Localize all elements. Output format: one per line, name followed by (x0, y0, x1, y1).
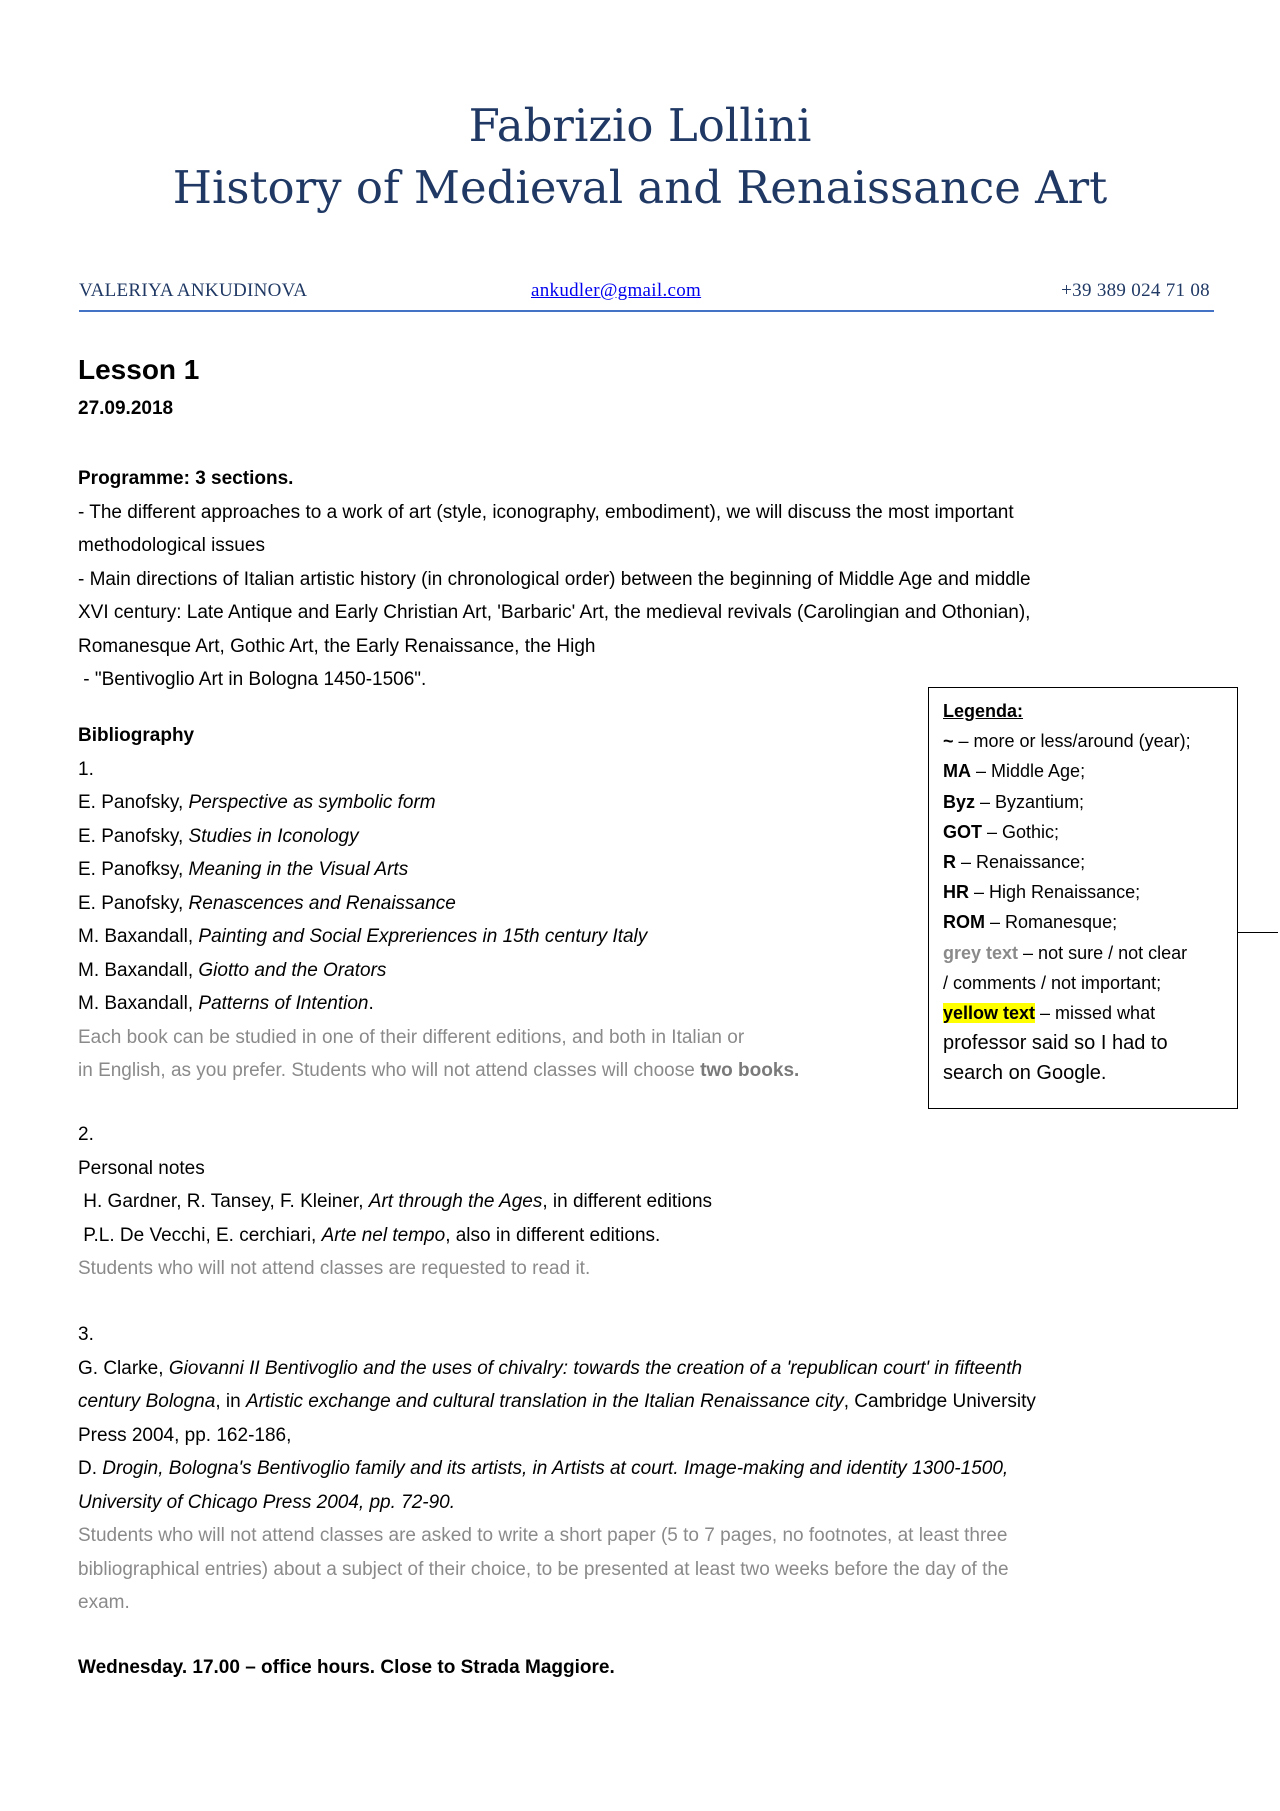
section-note: Each book can be studied in one of their different editions, and both in Italian or (78, 1026, 745, 1048)
bib-work: Art through the Ages (368, 1191, 543, 1212)
bib-author: P.L. De Vecchi, E. cerchiari, (78, 1224, 322, 1246)
programme-line: - The different approaches to a work of art (style, iconography, embodiment), we will discuss the most important (78, 501, 1014, 523)
legend-desc: – Renaissance; (956, 852, 1086, 873)
bib-book: Artistic exchange and cultural translation in the Italian Renaissance city (245, 1391, 844, 1412)
bib-author: E. Panofksy, (78, 859, 189, 880)
programme-line: - Main directions of Italian artistic history (in chronological order) between the beginning of Middle Age and middle (78, 568, 1031, 590)
legend-key: ~ (943, 731, 954, 752)
bibliography-section-2 (78, 1118, 1198, 1286)
bibliography-heading: Bibliography (78, 725, 195, 746)
legend-desc: – not sure / not clear (1018, 942, 1188, 963)
legend-item-yellow (943, 998, 1223, 1028)
lesson-title: Lesson 1 (78, 354, 200, 385)
legend-key: ROM (943, 912, 985, 933)
programme-line: - "Bentivoglio Art in Bologna 1450-1506". (78, 669, 427, 690)
legend-desc: – Gothic; (982, 821, 1060, 842)
bib-author: M. Baxandall, (78, 959, 199, 981)
author-name: VALERIYA ANKUDINOVA (79, 280, 308, 301)
legend-item (943, 877, 1223, 907)
programme-section (78, 462, 1198, 697)
legend-item (943, 847, 1223, 877)
legend-key: R (943, 852, 956, 873)
bib-entry-drogin: University of Chicago Press 2004, pp. 72-90. (78, 1491, 456, 1513)
bib-work: Giotto and the Orators (198, 959, 387, 981)
bib-author: G. Clarke, (78, 1357, 169, 1379)
bib-entry-clarke: Press 2004, pp. 162-186, (78, 1424, 292, 1446)
legend-desc: – missed what (1035, 1003, 1156, 1024)
legend-title: Legenda: (943, 701, 1024, 721)
section-note: bibliographical entries) about a subject of their choice, to be presented at least two weeks before the day of the (78, 1558, 1009, 1580)
bib-tail: , also in different editions. (445, 1224, 661, 1246)
legend-item-grey (943, 938, 1223, 968)
bib-author: M. Baxandall, (78, 926, 199, 947)
legend-key: Byz (943, 791, 976, 812)
legend-key: MA (943, 761, 971, 782)
legend-desc: – Romanesque; (985, 912, 1118, 933)
lesson-date: 27.09.2018 (78, 398, 174, 419)
document-title-course: History of Medieval and Renaissance Art (172, 161, 1108, 214)
legend-item (943, 907, 1223, 937)
programme-line: methodological issues (78, 535, 265, 556)
bib-work: Patterns of Intention (198, 993, 369, 1014)
bib-work: Studies in Iconology (188, 825, 359, 847)
bib-work: Meaning in the Visual Arts (188, 859, 409, 880)
bib-work: Arte nel tempo (321, 1224, 446, 1246)
note-emphasis: two books. (700, 1060, 800, 1081)
bib-author: M. Baxandall, (78, 993, 199, 1014)
document-title-name: Fabrizio Lollini (468, 99, 812, 152)
bib-author: E. Panofsky, (78, 892, 189, 914)
programme-heading: Programme: 3 sections. (78, 468, 294, 489)
bib-entry (78, 1185, 1198, 1219)
legend-key: grey text (943, 942, 1019, 963)
bibliography-section-3 (78, 1318, 1198, 1620)
bib-tail: . (368, 993, 374, 1014)
bib-entry-clarke (78, 1352, 1198, 1386)
legend-key: GOT (943, 821, 982, 842)
bib-work: century Bologna (78, 1391, 216, 1412)
bib-work: Drogin, Bologna's Bentivoglio family and its artists, in Artists at court. Image-making and identity 1300 (102, 1458, 955, 1479)
bib-author: D. (78, 1458, 103, 1479)
bib-author: H. Gardner, R. Tansey, F. Kleiner, (78, 1191, 369, 1212)
section-number: 1. (78, 758, 94, 780)
legend-desc: – High Renaissance; (969, 882, 1141, 903)
email-link[interactable]: ankudler@gmail.com (531, 280, 702, 301)
legend-item (943, 756, 1223, 786)
bib-connector: , in (215, 1391, 246, 1412)
legend-item-yellow-cont: search on Google. (943, 1062, 1107, 1085)
bib-author: E. Panofsky, (78, 825, 189, 847)
legend-desc: – Byzantium; (975, 791, 1085, 812)
legend-item (943, 817, 1223, 847)
section-number: 3. (78, 1324, 94, 1345)
bib-entry-drogin (78, 1452, 1198, 1486)
phone-number: +39 389 024 71 08 (1061, 280, 1210, 301)
bib-tail: -1500, (954, 1458, 1009, 1479)
legend-item-grey-cont: / comments / not important; (943, 972, 1162, 993)
programme-line: XVI century: Late Antique and Early Christian Art, 'Barbaric' Art, the medieval revivals (Carolingian and Othonian), (78, 602, 1031, 623)
bib-tail: , in different editions (542, 1191, 713, 1212)
margin-rule (1238, 932, 1278, 933)
legend-item (943, 787, 1223, 817)
header-row (79, 278, 1214, 312)
bib-work: Perspective as symbolic form (188, 792, 436, 813)
legend-key: yellow text (943, 1003, 1036, 1024)
bib-entry (78, 1219, 1198, 1253)
legend-box (928, 687, 1238, 1109)
legend-key: HR (943, 882, 969, 903)
section-number: 2. (78, 1124, 94, 1145)
legend-item-yellow-cont: professor said so I had to (943, 1032, 1168, 1055)
section-note: Students who will not attend classes are asked to write a short paper (5 to 7 pages, no footnotes, at least three (78, 1525, 1008, 1546)
note-text: in English, as you prefer. Students who will not attend classes will choose (78, 1060, 701, 1081)
section-note: exam. (78, 1592, 130, 1613)
legend-item (943, 726, 1223, 756)
office-hours: Wednesday. 17.00 – office hours. Close to Strada Maggiore. (78, 1657, 615, 1678)
bib-work: Renascences and Renaissance (188, 892, 456, 914)
legend-desc: – more or less/around (year); (953, 731, 1191, 752)
bib-author: E. Panofsky, (78, 792, 189, 813)
bib-work: Giovanni II Bentivoglio and the uses of chivalry: towards the creation of a 'republican court' in fifteenth (168, 1357, 1023, 1379)
bib-entry-clarke (78, 1385, 1198, 1419)
section-subtitle: Personal notes (78, 1157, 205, 1179)
bib-tail: , Cambridge University (843, 1391, 1036, 1412)
programme-line: Romanesque Art, Gothic Art, the Early Renaissance, the High (78, 635, 596, 657)
legend-desc: – Middle Age; (971, 761, 1086, 782)
section-note: Students who will not attend classes are requested to read it. (78, 1258, 591, 1279)
bib-work: Painting and Social Expreriences in 15th century Italy (198, 926, 648, 947)
